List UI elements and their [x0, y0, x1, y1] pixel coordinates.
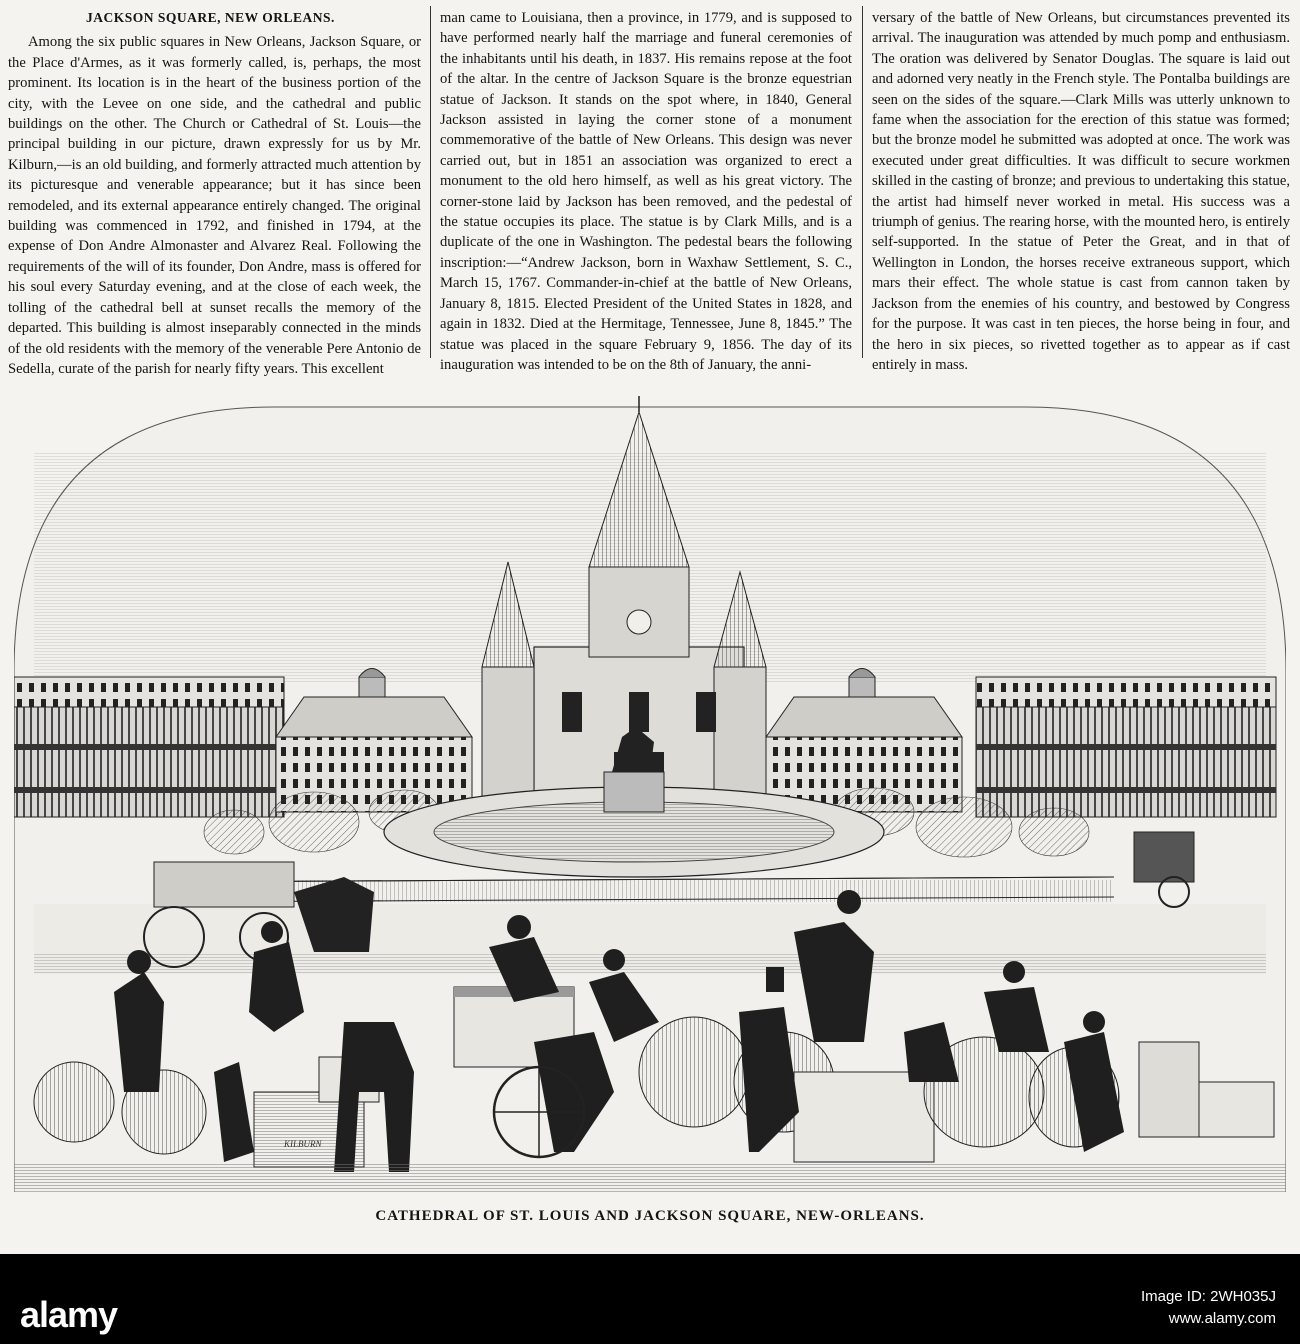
right-pontalba-building: [976, 677, 1276, 817]
article-column-3: [872, 8, 1290, 375]
cathedral-engraving: [14, 392, 1286, 1192]
engraver-signature: KILBURN: [284, 1139, 322, 1149]
watermark-footer: [0, 1254, 1300, 1344]
alamy-image-id: [1141, 1286, 1276, 1330]
reverse-side-bleed-through: [0, 360, 1300, 390]
column-rule-2: [862, 6, 863, 358]
article-text-col3: versary of the battle of New Orleans, but circumstances prevented its arrival. The inauguration was attended by much pomp and enthusiasm. The oration was delivered by Senator Douglas. The square is laid out and adorned very neatly in the French style. The Pontalba buildings are seen on the sides of the square.—Clark Mills was utterly unknown to fame when the association for the erection of this statue was formed; but the bronze model he submitted was adopted at once. The work was executed under great difficulties. It was difficult to secure workmen skilled in the casting of bronze; and previous to undertaking this statue, the artist had himself never worked in metal. His success was a triumph of genius. The rearing horse, with the mounted hero, is entirely self-supported. In the statue of Peter the Great, and in that of Wellington in London, the horses receive extraneous support, which mars their effect. The whole statue is cast from cannon taken by Jackson from the enemies of his country, and bestowed by Congress for the purpose. It was cast in ten pieces, the horse being in four, and the hero in six pieces, so rivetted together as to appear as if cast entirely in mass.: [872, 10, 1290, 373]
article-text-col1: Among the six public squares in New Orleans, Jackson Square, or the Place d'Armes, as it was formerly called, is, perhaps, the most prominent. Its location is in the heart of the business portion of the city, with the Levee on one side, and the cathedral and public buildings on the other. The Church or Cathedral of St. Louis—the principal building in our picture, drawn expressly for us by Mr. Kilburn,—is an old building, and formerly attracted much attention by its picturesque and venerable appearance; but it has since been remodeled, and its external appearance entirely changed. The original building was commenced in 1792, and finished in 1794, at the expense of Don Andre Almonaster and Alvarez Real. Following the requirements of the will of its founder, Don Andre, mass is offered for his soul every Saturday evening, and at the close of each week, the tolling of the cathedral bell at sunset recalls the memory of the departed. This building is almost inseparably connected in the minds of the old residents with the memory of the venerable Pere Antonio de Sedella, curate of the parish for nearly fifty years. This excellent: [8, 34, 421, 377]
article-headline: JACKSON SQUARE, NEW ORLEANS.: [86, 10, 335, 25]
image-id-text: Image ID: 2WH035J: [1140, 1288, 1276, 1305]
article-column-2: [440, 8, 852, 375]
illustration-caption: CATHEDRAL OF ST. LOUIS AND JACKSON SQUARE, NEW-ORLEANS.: [375, 1208, 925, 1224]
column-rule-1: [430, 6, 431, 358]
article-column-1: [8, 8, 421, 379]
alamy-logo: alamy: [20, 1294, 118, 1335]
left-pontalba-building: [14, 677, 284, 817]
site-url: www.alamy.com: [1168, 1310, 1276, 1327]
article-text-col2: man came to Louisiana, then a province, in 1779, and is supposed to have performed nearly half the marriage and funeral ceremonies of the inhabitants until his death, in 1837. His remains repose at the foot of the altar. In the centre of Jackson Square is the bronze equestrian statue of Jackson. It stands on the spot where, in 1840, General Jackson assisted in laying the corner stone of a monument commemorative of the battle of New Orleans. This design was never carried out, but in 1851 an association was organized to erect a monument to the old hero himself, as well as his great victory. The corner-stone laid by Jackson has been removed, and the pedestal of the statue occupies its place. The statue is by Clark Mills, and is a duplicate of the one in Washington. The pedestal bears the following inscription:—“Andrew Jackson, born in Waxhaw Settlement, S. C., March 15, 1767. Commander-in-chief at the battle of New Orleans, January 8, 1815. Elected President of the United States in 1828, and again in 1832. Died at the Hermitage, Tennessee, June 8, 1845.” The statue was placed in the square February 9, 1856. The day of its inauguration was intended to be on the 8th of January, the anni-: [440, 10, 852, 373]
